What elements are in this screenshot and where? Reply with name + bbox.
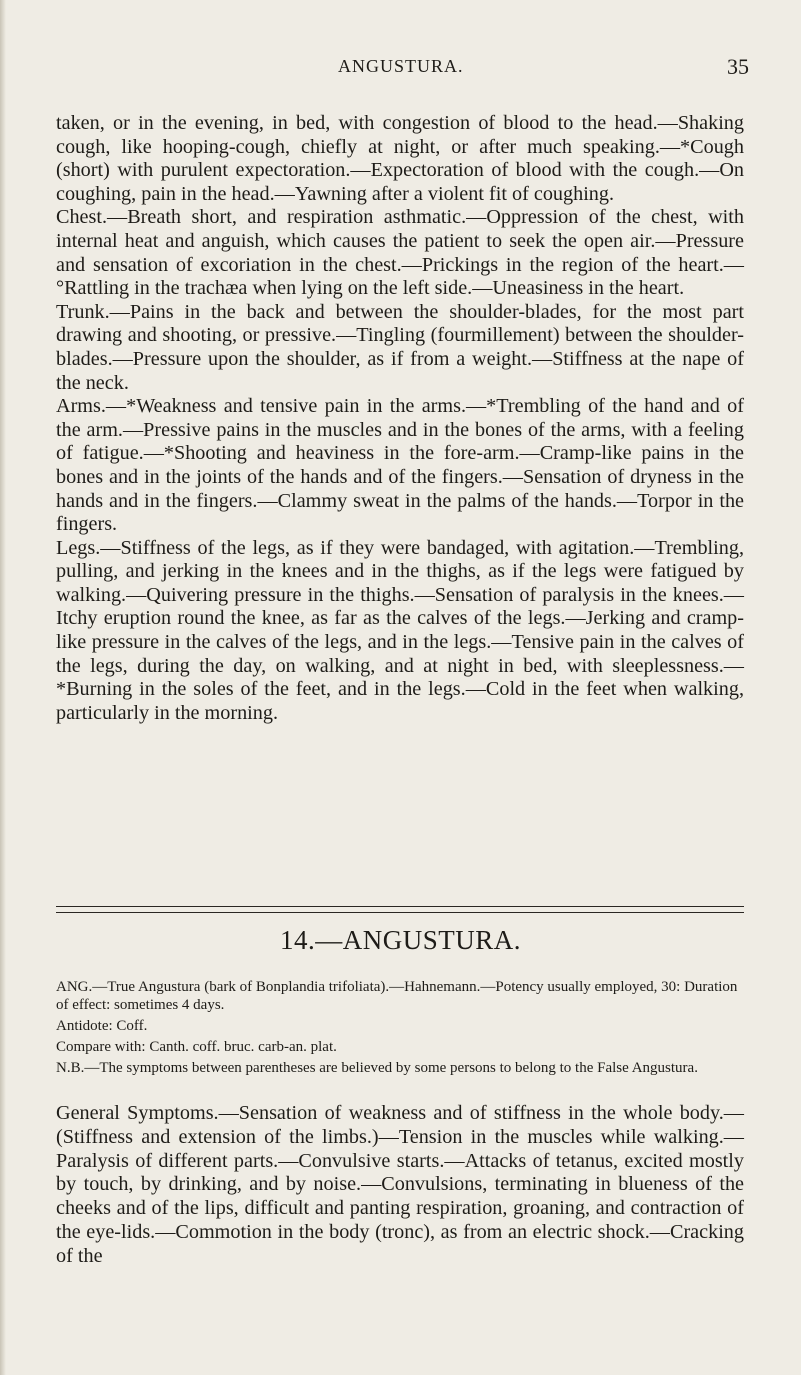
running-head-title: ANGUSTURA. — [338, 56, 464, 76]
paragraph-chest: Chest.—Breath short, and respiration asthmatic.—Oppression of the chest, with internal heat and anguish, which causes the patient to seek the open air.—Pressure and sensation of excoriation in the chest.—Prickings in the region of the heart.—°Rattling in the trachæa when lying on the left side.—Uneasiness in the heart. — [56, 206, 744, 300]
note-compare: Compare with: Canth. coff. bruc. carb-an. plat. — [56, 1039, 337, 1055]
note-source: ANG.—True Angustura (bark of Bonplandia trifoliata).—Hahnemann.—Potency usually employed, 30: Duration of effect: sometimes 4 days. — [56, 979, 738, 1013]
running-head — [0, 56, 801, 80]
section-divider — [56, 906, 744, 913]
section-title: 14.—ANGUSTURA. — [279, 925, 521, 955]
note-antidote: Antidote: Coff. — [56, 1018, 148, 1034]
paragraph-trunk: Trunk.—Pains in the back and between the shoulder-blades, for the most part drawing and shooting, or pressive.—Tingling (fourmillement) between the shoulder-blades.—Pressure upon the shoulder, as if from a weight.—Stiffness at the nape of the neck. — [56, 300, 744, 394]
general-symptoms-text — [56, 1102, 744, 1269]
paragraph-cough: taken, or in the evening, in bed, with congestion of blood to the head.—Shaking cough, like hooping-cough, chiefly at night, or after much speaking.—*Cough (short) with purulent expectoration.—Expectoration of blood with the cough.—On coughing, pain in the head.—Yawning after a violent fit of coughing. — [56, 112, 744, 205]
section-notes — [56, 978, 744, 1080]
paragraph-general-symptoms: General Symptoms.—Sensation of weakness and of stiffness in the whole body.—(Stiffness and extension of the limbs.)—Tension in the muscles while walking.—Paralysis of different parts.—Convulsive starts.—Attacks of tetanus, excited mostly by touch, by drinking, and by noise.—Convulsions, terminating in blueness of the cheeks and of the lips, difficult and panting respiration, groaning, and contraction of the eye-lids.—Commotion in the body (tronc), as from an electric shock.—Cracking of the — [56, 1102, 744, 1267]
note-nb: N.B.—The symptoms between parentheses are believed by some persons to belong to the False Angustura. — [56, 1060, 698, 1076]
continued-symptom-text — [56, 112, 744, 725]
page-number: 35 — [727, 54, 749, 79]
paragraph-arms: Arms.—*Weakness and tensive pain in the arms.—*Trembling of the hand and of the arm.—Pressive pains in the muscles and in the bones of the arms, with a feeling of fatigue.—*Shooting and heaviness in the fore-arm.—Cramp-like pains in the bones and in the joints of the hands and of the fingers.—Sensation of dryness in the hands and in the fingers.—Clammy sweat in the palms of the hands.—Torpor in the fingers. — [56, 395, 744, 536]
page-gutter — [0, 0, 6, 1375]
paragraph-legs: Legs.—Stiffness of the legs, as if they were bandaged, with agitation.—Trembling, pulling, and jerking in the knees and in the thighs, as if the legs were fatigued by walking.—Quivering pressure in the thighs.—Sensation of paralysis in the knees.—Itchy eruption round the knee, as far as the calves of the legs.—Jerking and cramp-like pressure in the calves of the legs, and in the legs.—Tensive pain in the calves of the legs, during the day, on walking, and at night in bed, with sleeplessness.—*Burning in the soles of the feet, and in the legs.—Cold in the feet when walking, particularly in the morning. — [56, 536, 744, 724]
